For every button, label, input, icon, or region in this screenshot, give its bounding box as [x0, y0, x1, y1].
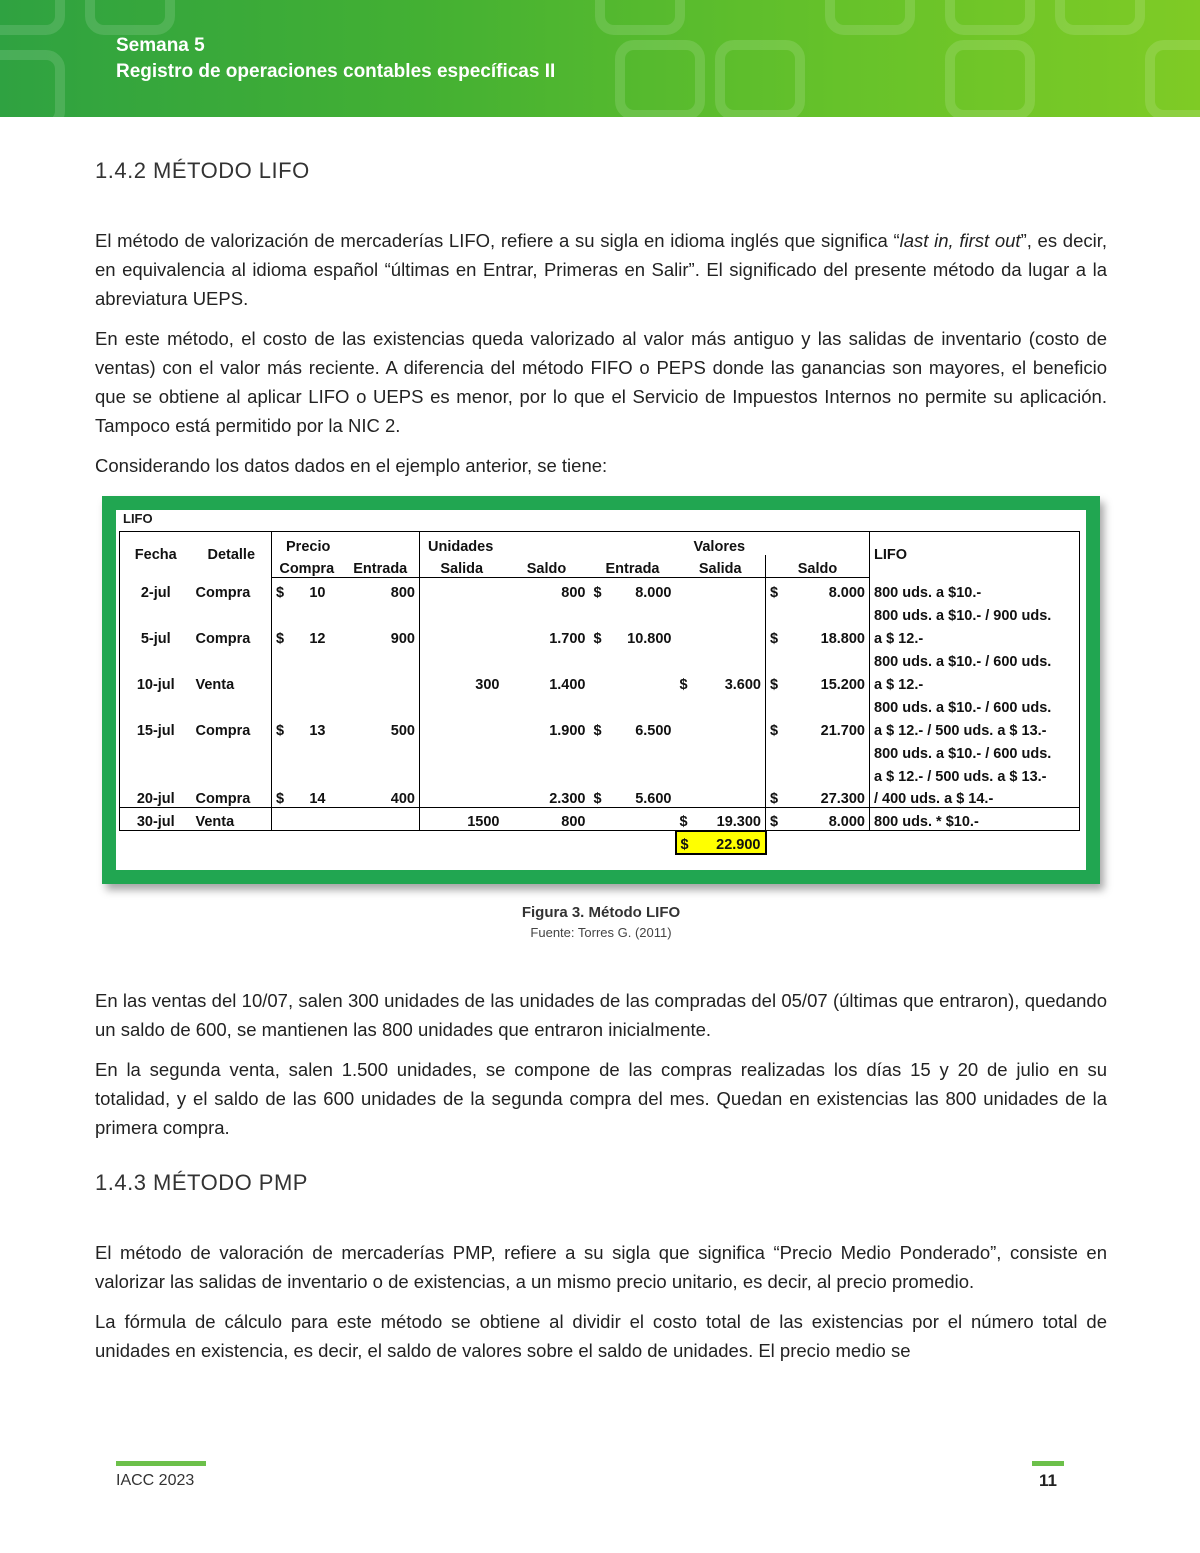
currency-sign: $ — [770, 630, 779, 647]
table-row-continuation — [120, 762, 1080, 785]
cell-lifo: 800 uds. a $10.- / 600 uds. — [870, 693, 1080, 716]
cell-fecha: 5-jul — [120, 624, 192, 647]
cell-fecha: 20-jul — [120, 785, 192, 808]
footer-divider-left — [116, 1461, 206, 1466]
cell-lifo: 800 uds. a $10.- / 600 uds. — [870, 739, 1080, 762]
table-row-continuation — [120, 739, 1080, 762]
paragraph-second-sale: En la segunda venta, salen 1.500 unidades, se compone de las compras realizadas los días 15 y 20 de julio en su totalidad, y el saldo de las 600 unidades de la segunda compra del mes. Quedan en existencias las 800 unidades de la primera compra. — [95, 1059, 1107, 1138]
total-salida-cell — [676, 831, 766, 854]
cell-v-entrada — [590, 624, 676, 647]
cell-u-saldo: 2.300 — [504, 785, 590, 808]
cell-precio — [272, 785, 342, 808]
currency-sign: $ — [593, 584, 602, 601]
cell-detalle: Compra — [192, 716, 272, 739]
cell-lifo: 800 uds. a $10.- / 600 uds. — [870, 647, 1080, 670]
paragraph-pmp-formula: La fórmula de cálculo para este método se obtiene al dividir el costo total de las existencias por el número total de unidades en existencia, es decir, el saldo de valores sobre el saldo de unidades. El precio medio se — [95, 1311, 1107, 1361]
cell-value: 8.000 — [635, 584, 672, 601]
subheader-compra: Compra — [272, 555, 342, 578]
cell-value: 10 — [309, 584, 326, 601]
currency-sign: $ — [593, 722, 602, 739]
table-row — [120, 785, 1080, 808]
footer-divider-right — [1032, 1461, 1064, 1466]
currency-sign: $ — [680, 836, 689, 853]
currency-sign: $ — [770, 584, 779, 601]
cell-u-entrada — [342, 670, 420, 693]
cell-detalle: Compra — [192, 578, 272, 601]
cell-value: 15.200 — [820, 676, 865, 693]
lifo-table — [119, 531, 1080, 855]
cell-precio — [272, 578, 342, 601]
figure-caption-title: Figura 3. Método LIFO — [521, 904, 681, 921]
cell-u-salida: 300 — [475, 676, 500, 693]
cell-value: 14 — [309, 791, 326, 807]
cell-u-saldo: 1.900 — [549, 722, 586, 739]
cell-detalle: Compra — [192, 785, 272, 808]
cell-detalle: Compra — [192, 624, 272, 647]
cell-value: 18.800 — [820, 630, 865, 647]
paragraph-lifo-explanation: En este método, el costo de las existencias queda valorizado al valor más antiguo y las salidas de inventario (costo de ventas) con el valor más reciente. A diferencia del método FIFO o PEPS donde las ganancias son mayores, el beneficio que se obtiene al aplicar LIFO o UEPS es menor, por lo que el Servicio de Impuestos Internos no permite su aplicación. Tampoco está permitido por la NIC 2. — [95, 328, 1107, 436]
currency-sign: $ — [770, 791, 779, 807]
cell-u-salida — [420, 578, 504, 601]
cell-v-salida — [676, 785, 766, 808]
cell-v-entrada — [590, 716, 676, 739]
cell-u-entrada: 800 — [342, 578, 420, 601]
cell-v-salida — [676, 808, 766, 831]
currency-sign: $ — [770, 676, 779, 693]
currency-sign: $ — [276, 584, 285, 601]
cell-lifo: 800 uds. a $10.- / 900 uds. — [870, 601, 1080, 624]
currency-sign: $ — [276, 722, 285, 739]
header-precio: Precio — [272, 532, 420, 555]
subheader-entrada: Entrada — [590, 555, 676, 578]
cell-u-entrada: 900 — [342, 624, 420, 647]
cell-lifo: / 400 uds. a $ 14.- — [870, 785, 1080, 808]
cell-value: 10.800 — [627, 630, 672, 647]
cell-lifo: a $ 12.- / 500 uds. a $ 13.- — [870, 716, 1080, 739]
cell-u-saldo: 1.700 — [549, 630, 586, 647]
footer-institution: IACC 2023 — [116, 1472, 195, 1489]
cell-v-saldo — [766, 716, 870, 739]
header-text — [116, 33, 555, 85]
table-row — [120, 624, 1080, 647]
currency-sign: $ — [593, 791, 602, 807]
section-title-lifo: 1.4.2 MÉTODO LIFO — [95, 158, 310, 183]
cell-v-entrada — [590, 578, 676, 601]
page-header — [0, 0, 1200, 117]
total-salida-value: 22.900 — [716, 836, 761, 853]
figure-caption — [95, 904, 1107, 940]
cell-u-salida — [420, 785, 504, 808]
paragraph-emphasis: last in, first out — [899, 230, 1021, 251]
section-title-pmp: 1.4.3 MÉTODO PMP — [95, 1170, 308, 1195]
table-row-continuation — [120, 647, 1080, 670]
cell-v-entrada — [590, 785, 676, 808]
cell-value: 12 — [309, 630, 326, 647]
cell-fecha: 15-jul — [120, 716, 192, 739]
table-total-row — [120, 831, 1080, 854]
cell-v-saldo — [766, 808, 870, 831]
currency-sign: $ — [770, 722, 779, 739]
cell-fecha: 30-jul — [120, 808, 192, 831]
currency-sign: $ — [276, 791, 285, 807]
paragraph-text: ”, es decir, en equivalencia al idioma español “últimas en Entrar, Primeras en Salir”. El significado del presente método da lugar a la abreviatura UEPS. — [95, 230, 1107, 309]
paragraph-lifo-definition — [95, 226, 1107, 313]
cell-fecha: 2-jul — [120, 578, 192, 601]
header-subtitle: Registro de operaciones contables específicas II — [116, 61, 556, 82]
cell-v-saldo — [766, 578, 870, 601]
cell-lifo: 800 uds. * $10.- — [870, 808, 1080, 831]
figure-caption-source: Fuente: Torres G. (2011) — [530, 925, 672, 940]
page-content — [95, 158, 1107, 1376]
cell-u-salida: 1500 — [420, 808, 504, 831]
cell-v-salida — [676, 624, 766, 647]
currency-sign: $ — [679, 813, 688, 830]
cell-fecha: 10-jul — [120, 670, 192, 693]
cell-precio — [272, 716, 342, 739]
cell-v-salida — [676, 716, 766, 739]
cell-lifo: 800 uds. a $10.- — [870, 578, 1080, 601]
cell-u-saldo: 1.400 — [549, 676, 586, 693]
table-row — [120, 578, 1080, 601]
cell-detalle: Venta — [192, 808, 272, 831]
cell-precio — [272, 624, 342, 647]
currency-sign: $ — [593, 630, 602, 647]
cell-v-saldo — [766, 670, 870, 693]
paragraph-pmp-definition: El método de valoración de mercaderías PMP, refiere a su sigla que significa “Precio Medio Ponderado”, consiste en valorizar las salidas de inventario o de existencias, a un mismo precio unitario, es decir, al precio promedio. — [95, 1242, 1107, 1292]
table-row — [120, 670, 1080, 693]
header-valores: Valores — [676, 532, 870, 555]
header-detalle: Detalle — [192, 532, 272, 578]
table-row-continuation — [120, 601, 1080, 624]
cell-value: 6.500 — [635, 722, 672, 739]
table-header-row — [120, 532, 1080, 555]
header-unidades: Unidades — [420, 532, 676, 555]
paragraph-first-sale: En las ventas del 10/07, salen 300 unidades de las unidades de las compradas del 05/07 (últimas que entraron), quedando un saldo de 600, se mantienen las 800 unidades que entraron inicialmente. — [95, 990, 1107, 1040]
cell-value: 8.000 — [828, 814, 865, 830]
cell-value: 5.600 — [635, 791, 672, 807]
cell-u-saldo: 800 — [504, 808, 590, 831]
cell-value: 27.300 — [820, 791, 865, 807]
subheader-salida: Salida — [676, 555, 766, 578]
subheader-salida: Salida — [420, 555, 504, 578]
paragraph-lifo-intro: Considerando los datos dados en el ejemplo anterior, se tiene: — [95, 455, 608, 476]
cell-value: 13 — [309, 722, 326, 739]
lifo-figure — [102, 496, 1100, 884]
currency-sign: $ — [276, 630, 285, 647]
cell-value: 8.000 — [828, 584, 865, 601]
cell-u-entrada: 400 — [342, 785, 420, 808]
cell-u-saldo: 800 — [561, 584, 586, 601]
cell-value: 3.600 — [724, 676, 761, 693]
cell-u-salida — [420, 716, 504, 739]
subheader-saldo: Saldo — [766, 555, 870, 578]
cell-precio — [272, 670, 342, 693]
figure-label: LIFO — [123, 511, 153, 526]
cell-u-entrada: 500 — [342, 716, 420, 739]
cell-value: 19.300 — [716, 813, 761, 830]
cell-detalle: Venta — [192, 670, 272, 693]
cell-v-saldo — [766, 785, 870, 808]
header-week: Semana 5 — [116, 35, 205, 56]
table-row — [120, 716, 1080, 739]
cell-v-salida — [676, 670, 766, 693]
cell-v-saldo — [766, 624, 870, 647]
header-lifo: LIFO — [870, 532, 1080, 578]
page-number: 11 — [1039, 1471, 1057, 1490]
header-fecha: Fecha — [120, 532, 192, 578]
cell-u-salida — [420, 624, 504, 647]
currency-sign: $ — [679, 676, 688, 693]
cell-v-salida — [676, 578, 766, 601]
table-row — [120, 808, 1080, 831]
subheader-entrada: Entrada — [342, 555, 420, 578]
paragraph-text: El método de valorización de mercaderías LIFO, refiere a su sigla en idioma inglés que significa “ — [95, 230, 900, 251]
cell-lifo: a $ 12.- / 500 uds. a $ 13.- — [870, 762, 1080, 785]
cell-value: 21.700 — [820, 722, 865, 739]
cell-v-entrada — [590, 670, 676, 693]
subheader-saldo: Saldo — [504, 555, 590, 578]
cell-lifo: a $ 12.- — [870, 624, 1080, 647]
table-row-continuation — [120, 693, 1080, 716]
currency-sign: $ — [770, 814, 779, 830]
cell-lifo: a $ 12.- — [870, 670, 1080, 693]
